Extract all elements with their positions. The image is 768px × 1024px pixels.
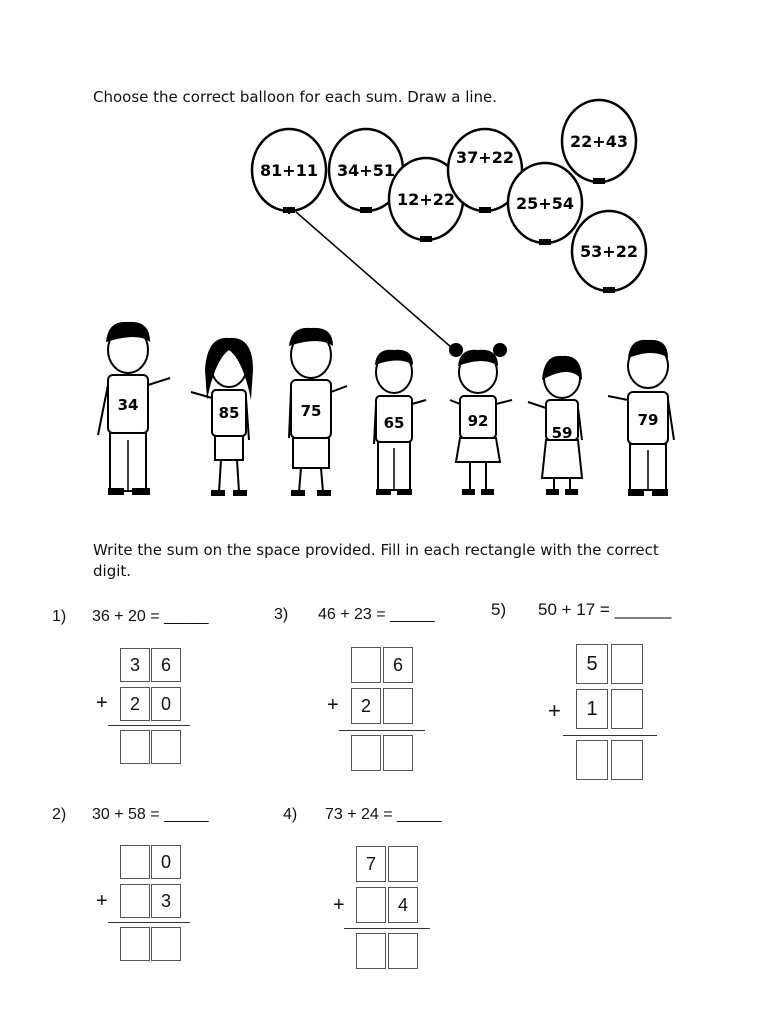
digit-box[interactable] xyxy=(388,846,418,882)
instruction-sums: Write the sum on the space provided. Fill in each rectangle with the correct digit. xyxy=(93,541,659,580)
answer-box[interactable] xyxy=(120,927,150,961)
balloon[interactable] xyxy=(508,163,582,245)
digit-box[interactable] xyxy=(383,688,413,724)
digit-box[interactable]: 5 xyxy=(576,644,608,684)
answer-box[interactable] xyxy=(576,740,608,780)
child[interactable] xyxy=(528,356,582,495)
digit-box[interactable]: 6 xyxy=(151,648,181,682)
digit-box[interactable]: 0 xyxy=(151,687,181,721)
child-number: 85 xyxy=(218,404,240,422)
balloon-label: 37+22 xyxy=(456,148,514,167)
digit-box[interactable] xyxy=(356,887,386,923)
plus-sign: + xyxy=(327,694,339,716)
balloon-label: 12+22 xyxy=(397,190,455,209)
child[interactable] xyxy=(608,340,674,496)
sum-line xyxy=(108,922,190,923)
plus-sign: + xyxy=(548,698,561,723)
balloon-label: 34+51 xyxy=(337,161,395,180)
plus-sign: + xyxy=(96,692,108,714)
answer-box[interactable] xyxy=(383,735,413,771)
child-number: 75 xyxy=(300,402,322,420)
sum-line xyxy=(344,928,430,929)
balloon[interactable] xyxy=(252,129,326,214)
answer-box[interactable] xyxy=(356,933,386,969)
balloon-label: 25+54 xyxy=(516,194,574,213)
child[interactable] xyxy=(289,328,347,496)
balloon-label: 81+11 xyxy=(260,161,318,180)
problem-number: 2) xyxy=(52,806,67,823)
digit-box[interactable] xyxy=(611,689,643,729)
digit-box[interactable]: 0 xyxy=(151,845,181,879)
digit-box[interactable]: 1 xyxy=(576,689,608,729)
plus-sign: + xyxy=(96,890,108,912)
equation: 46 + 23 = _____ xyxy=(318,606,435,623)
answer-box[interactable] xyxy=(151,927,181,961)
digit-box[interactable]: 3 xyxy=(151,884,181,918)
problem-number: 5) xyxy=(491,600,507,619)
child[interactable] xyxy=(374,350,426,495)
digit-box[interactable] xyxy=(120,845,150,879)
answer-box[interactable] xyxy=(351,735,381,771)
plus-sign: + xyxy=(333,894,345,916)
problem-number: 1) xyxy=(52,608,67,625)
balloon-label: 22+43 xyxy=(570,132,628,151)
digit-box[interactable] xyxy=(611,644,643,684)
answer-box[interactable] xyxy=(120,730,150,764)
balloon-label: 53+22 xyxy=(580,242,638,261)
digit-box[interactable]: 2 xyxy=(120,687,150,721)
problem-number: 3) xyxy=(274,606,289,623)
child[interactable] xyxy=(98,322,170,495)
digit-box[interactable] xyxy=(120,884,150,918)
digit-box[interactable]: 4 xyxy=(388,887,418,923)
child[interactable] xyxy=(191,338,253,496)
answer-box[interactable] xyxy=(151,730,181,764)
digit-box[interactable]: 6 xyxy=(383,647,413,683)
child[interactable] xyxy=(449,343,512,495)
problem-number: 4) xyxy=(283,806,298,823)
digit-box[interactable] xyxy=(351,647,381,683)
digit-box[interactable]: 2 xyxy=(351,688,381,724)
equation: 36 + 20 = _____ xyxy=(92,608,209,625)
sum-line xyxy=(108,725,190,726)
digit-box[interactable]: 3 xyxy=(120,648,150,682)
child-number: 34 xyxy=(117,396,139,414)
answer-box[interactable] xyxy=(388,933,418,969)
digit-box[interactable]: 7 xyxy=(356,846,386,882)
child-number: 92 xyxy=(467,412,489,430)
equation: 73 + 24 = _____ xyxy=(325,806,442,823)
child-number: 59 xyxy=(551,424,573,442)
balloon[interactable] xyxy=(562,100,636,184)
sum-line xyxy=(339,730,425,731)
equation: 30 + 58 = _____ xyxy=(92,806,209,823)
instruction-balloons: Choose the correct balloon for each sum. Draw a line. xyxy=(93,88,498,106)
child-number: 79 xyxy=(637,411,659,429)
balloon[interactable] xyxy=(572,211,646,293)
sum-line xyxy=(563,735,657,736)
answer-box[interactable] xyxy=(611,740,643,780)
equation: 50 + 17 = ______ xyxy=(538,600,672,619)
child-number: 65 xyxy=(383,414,405,432)
